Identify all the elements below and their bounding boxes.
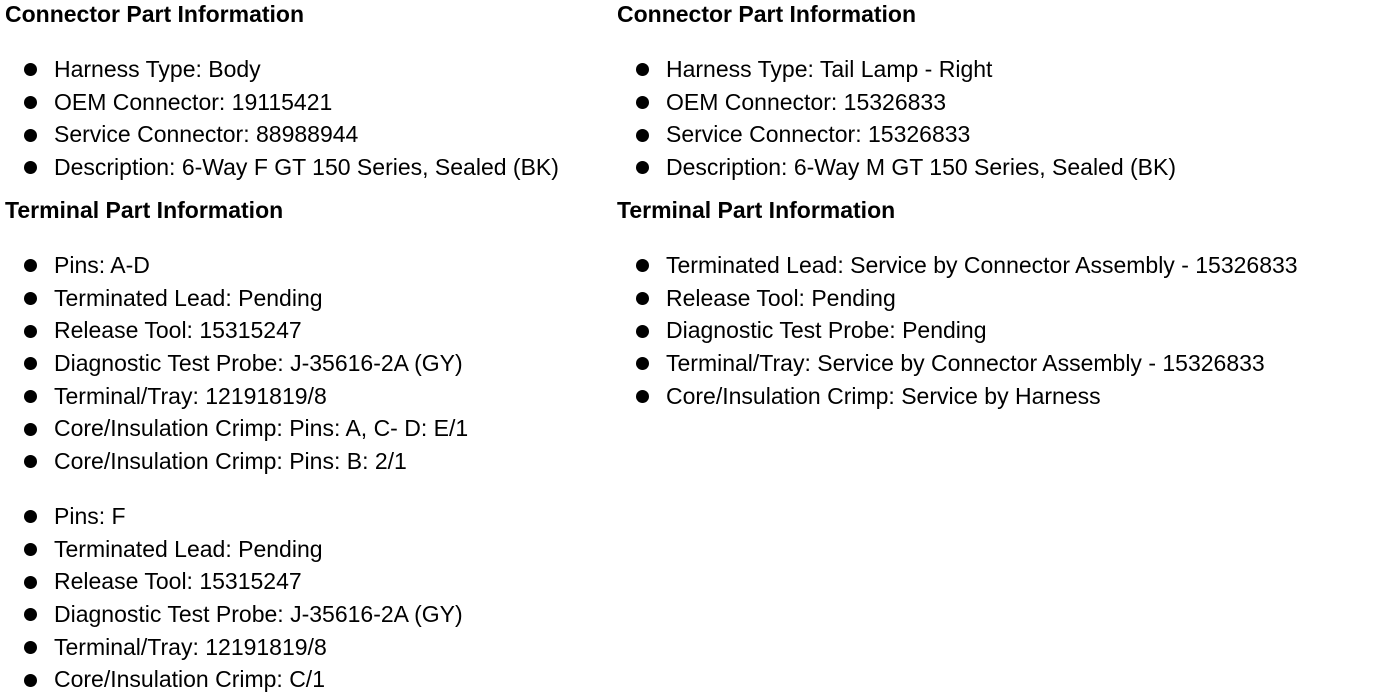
connector-part-heading: Connector Part Information — [617, 1, 917, 27]
list-item: Harness Type: Tail Lamp - Right — [617, 53, 1176, 86]
terminal-part-list — [617, 249, 1298, 412]
bullet-icon — [636, 390, 649, 403]
bullet-icon — [24, 576, 37, 589]
bullet-icon — [24, 641, 37, 654]
list-item: Core/Insulation Crimp: Service by Harness — [617, 380, 1298, 413]
bullet-icon — [24, 63, 37, 76]
list-item: Pins: F — [5, 500, 463, 533]
list-item: Terminal/Tray: 12191819/8 — [5, 631, 463, 664]
bullet-icon — [24, 423, 37, 436]
list-item: Release Tool: 15315247 — [5, 565, 463, 598]
bullet-icon — [636, 357, 649, 370]
bullet-icon — [24, 259, 37, 272]
bullet-icon — [24, 357, 37, 370]
bullet-icon — [24, 129, 37, 142]
connector-part-list — [5, 53, 559, 184]
list-item: Core/Insulation Crimp: Pins: A, C- D: E/1 — [5, 412, 468, 445]
bullet-icon — [636, 259, 649, 272]
list-item: Release Tool: Pending — [617, 282, 1298, 315]
bullet-icon — [24, 161, 37, 174]
list-item: Terminal/Tray: 12191819/8 — [5, 380, 468, 413]
list-item: Core/Insulation Crimp: C/1 — [5, 663, 463, 696]
list-item: Terminated Lead: Service by Connector Assembly - 15326833 — [617, 249, 1298, 282]
list-item: Terminated Lead: Pending — [5, 282, 468, 315]
terminal-part-list-2 — [5, 500, 463, 696]
bullet-icon — [636, 63, 649, 76]
terminal-part-heading: Terminal Part Information — [617, 197, 896, 223]
bullet-icon — [636, 129, 649, 142]
list-item: OEM Connector: 15326833 — [617, 86, 1176, 119]
list-item: Terminated Lead: Pending — [5, 533, 463, 566]
bullet-icon — [24, 543, 37, 556]
terminal-part-heading: Terminal Part Information — [5, 197, 284, 223]
bullet-icon — [24, 674, 37, 687]
bullet-icon — [636, 325, 649, 338]
connector-part-heading: Connector Part Information — [5, 1, 305, 27]
list-item: Description: 6-Way F GT 150 Series, Sealed (BK) — [5, 151, 559, 184]
list-item: Description: 6-Way M GT 150 Series, Sealed (BK) — [617, 151, 1176, 184]
connector-part-list — [617, 53, 1176, 184]
bullet-icon — [24, 455, 37, 468]
list-item: Harness Type: Body — [5, 53, 559, 86]
list-item: Pins: A-D — [5, 249, 468, 282]
bullet-icon — [636, 292, 649, 305]
bullet-icon — [24, 608, 37, 621]
list-item: Core/Insulation Crimp: Pins: B: 2/1 — [5, 445, 468, 478]
bullet-icon — [24, 390, 37, 403]
bullet-icon — [636, 161, 649, 174]
list-item: Release Tool: 15315247 — [5, 314, 468, 347]
list-item: Diagnostic Test Probe: J-35616-2A (GY) — [5, 598, 463, 631]
list-item: Terminal/Tray: Service by Connector Assembly - 15326833 — [617, 347, 1298, 380]
list-item: OEM Connector: 19115421 — [5, 86, 559, 119]
bullet-icon — [24, 96, 37, 109]
list-item: Service Connector: 15326833 — [617, 118, 1176, 151]
bullet-icon — [636, 96, 649, 109]
bullet-icon — [24, 292, 37, 305]
bullet-icon — [24, 325, 37, 338]
bullet-icon — [24, 510, 37, 523]
list-item: Diagnostic Test Probe: J-35616-2A (GY) — [5, 347, 468, 380]
terminal-part-list-1 — [5, 249, 468, 478]
list-item: Diagnostic Test Probe: Pending — [617, 314, 1298, 347]
list-item: Service Connector: 88988944 — [5, 118, 559, 151]
